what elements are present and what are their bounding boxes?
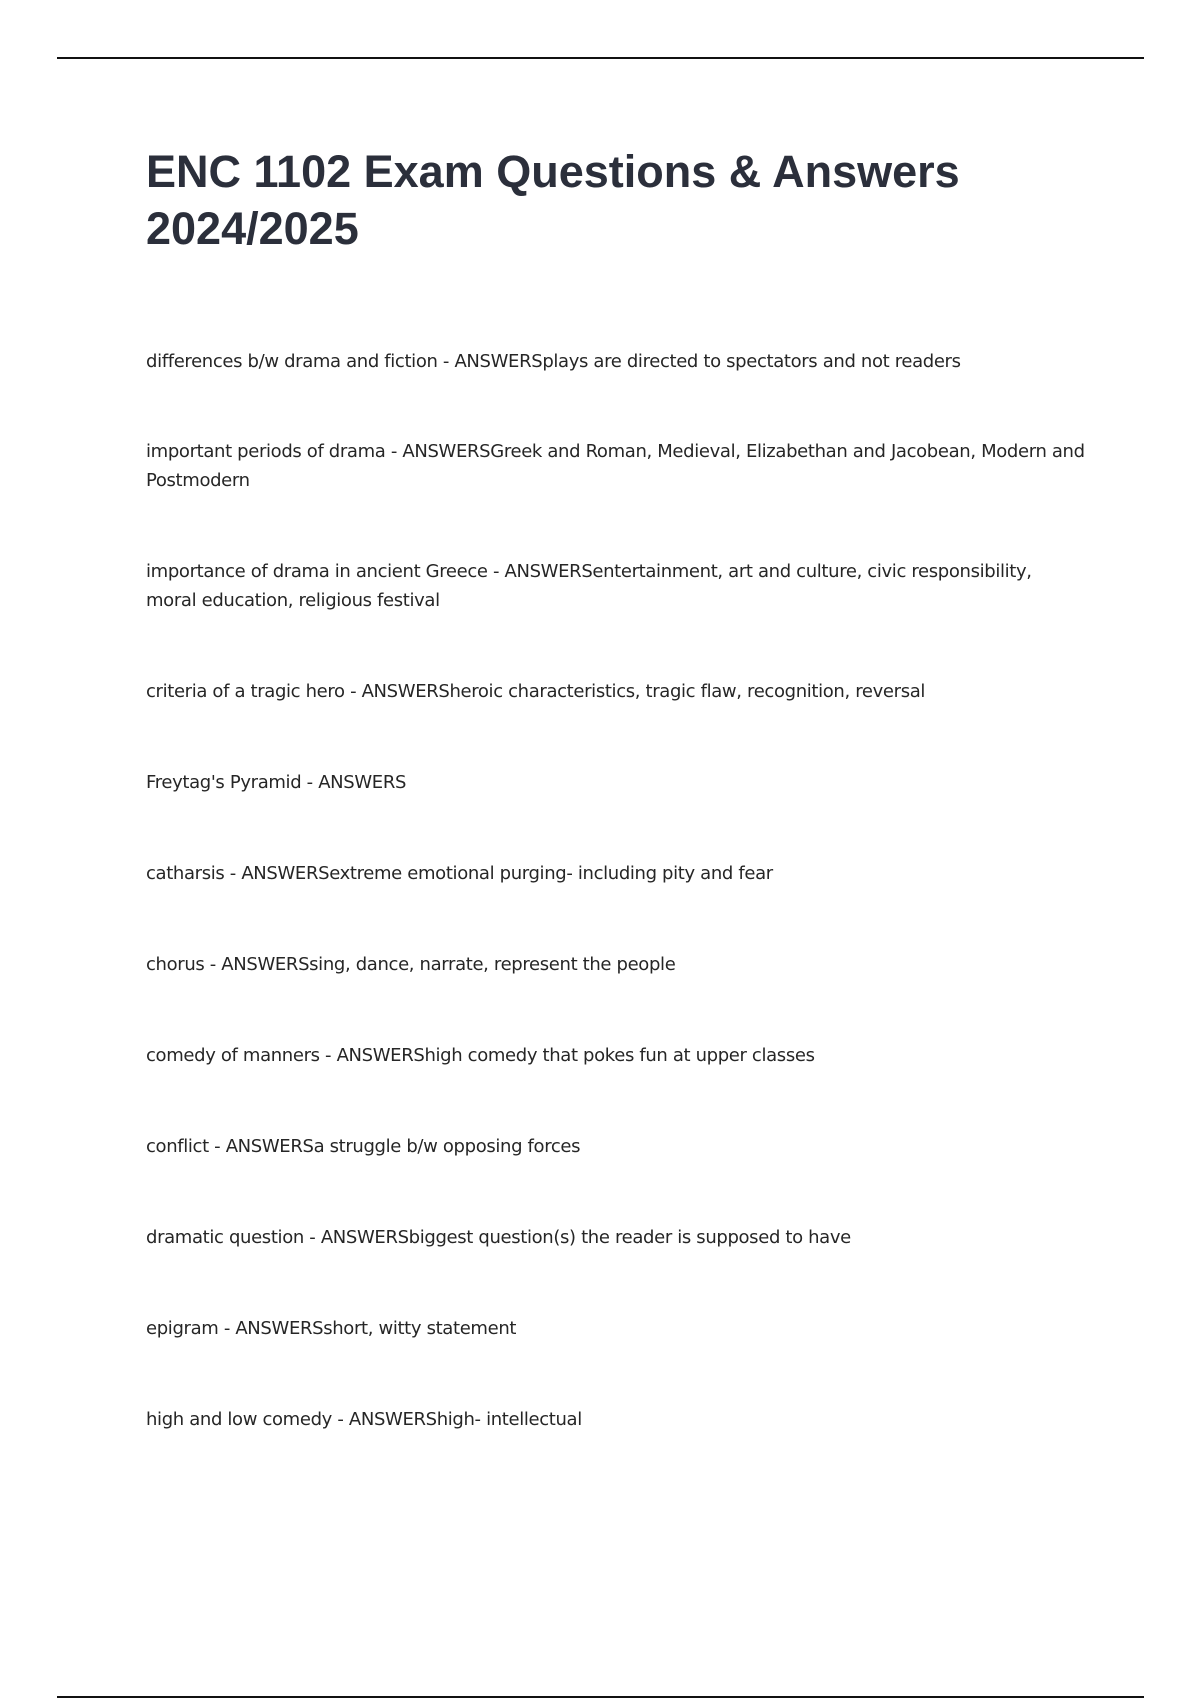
qa-separator: -	[301, 772, 319, 793]
qa-separator: -	[208, 1136, 226, 1157]
answer-label: ANSWERS	[454, 351, 543, 372]
qa-term: Freytag's Pyramid	[146, 772, 302, 793]
answer-label: ANSWERS	[336, 1045, 425, 1066]
document-title: ENC 1102 Exam Questions & Answers 2024/2025	[146, 146, 960, 254]
answer-label: ANSWERS	[361, 681, 450, 702]
answer-label: ANSWERS	[235, 1318, 324, 1339]
qa-term: criteria of a tragic hero	[146, 681, 345, 702]
qa-separator: -	[331, 1409, 349, 1430]
qa-answer: extreme emotional purging- including pity and fear	[329, 863, 773, 884]
qa-answer: short, witty statement	[323, 1318, 517, 1339]
answer-label: ANSWERS	[221, 954, 310, 975]
qa-item	[146, 347, 1086, 376]
qa-item	[146, 1314, 1086, 1343]
qa-separator: -	[224, 863, 242, 884]
qa-answer: biggest question(s) the reader is supposed to have	[408, 1227, 851, 1248]
qa-separator: -	[487, 561, 505, 582]
qa-separator: -	[204, 954, 222, 975]
qa-separator: -	[437, 351, 455, 372]
bottom-rule	[57, 1696, 1144, 1698]
qa-item	[146, 768, 1086, 797]
qa-separator: -	[344, 681, 362, 702]
qa-term: importance of drama in ancient Greece	[146, 561, 488, 582]
qa-item	[146, 437, 1086, 495]
qa-item	[146, 950, 1086, 979]
qa-answer: a struggle b/w opposing forces	[313, 1136, 581, 1157]
answer-label: ANSWERS	[241, 863, 330, 884]
answer-label: ANSWERS	[504, 561, 593, 582]
qa-term: epigram	[146, 1318, 219, 1339]
qa-item	[146, 1223, 1086, 1252]
qa-item	[146, 557, 1086, 615]
qa-separator: -	[319, 1045, 337, 1066]
qa-separator: -	[218, 1318, 236, 1339]
qa-term: dramatic question	[146, 1227, 304, 1248]
qa-separator: -	[385, 441, 403, 462]
top-rule	[57, 57, 1144, 59]
qa-term: comedy of manners	[146, 1045, 320, 1066]
qa-answer: Greek and Roman, Medieval, Elizabethan and Jacobean, Modern and Postmodern	[146, 441, 1085, 491]
qa-answer: high comedy that pokes fun at upper classes	[424, 1045, 815, 1066]
qa-item	[146, 1041, 1086, 1070]
qa-term: catharsis	[146, 863, 225, 884]
answer-label: ANSWERS	[348, 1409, 437, 1430]
answer-label: ANSWERS	[402, 441, 491, 462]
qa-item	[146, 1132, 1086, 1161]
answer-label: ANSWERS	[320, 1227, 409, 1248]
qa-term: chorus	[146, 954, 205, 975]
qa-term: important periods of drama	[146, 441, 386, 462]
answer-label: ANSWERS	[225, 1136, 314, 1157]
qa-answer: sing, dance, narrate, represent the people	[309, 954, 676, 975]
qa-separator: -	[303, 1227, 321, 1248]
qa-answer: high- intellectual	[436, 1409, 582, 1430]
qa-item	[146, 677, 1086, 706]
qa-term: conflict	[146, 1136, 209, 1157]
qa-item	[146, 859, 1086, 888]
qa-answer: plays are directed to spectators and not readers	[542, 351, 961, 372]
answer-label: ANSWERS	[318, 772, 407, 793]
qa-term: differences b/w drama and fiction	[146, 351, 438, 372]
qa-item	[146, 1405, 1086, 1434]
qa-answer: entertainment, art and culture, civic responsibility, moral education, religious festival	[146, 561, 1032, 611]
qa-answer: heroic characteristics, tragic flaw, recognition, reversal	[449, 681, 926, 702]
qa-term: high and low comedy	[146, 1409, 332, 1430]
